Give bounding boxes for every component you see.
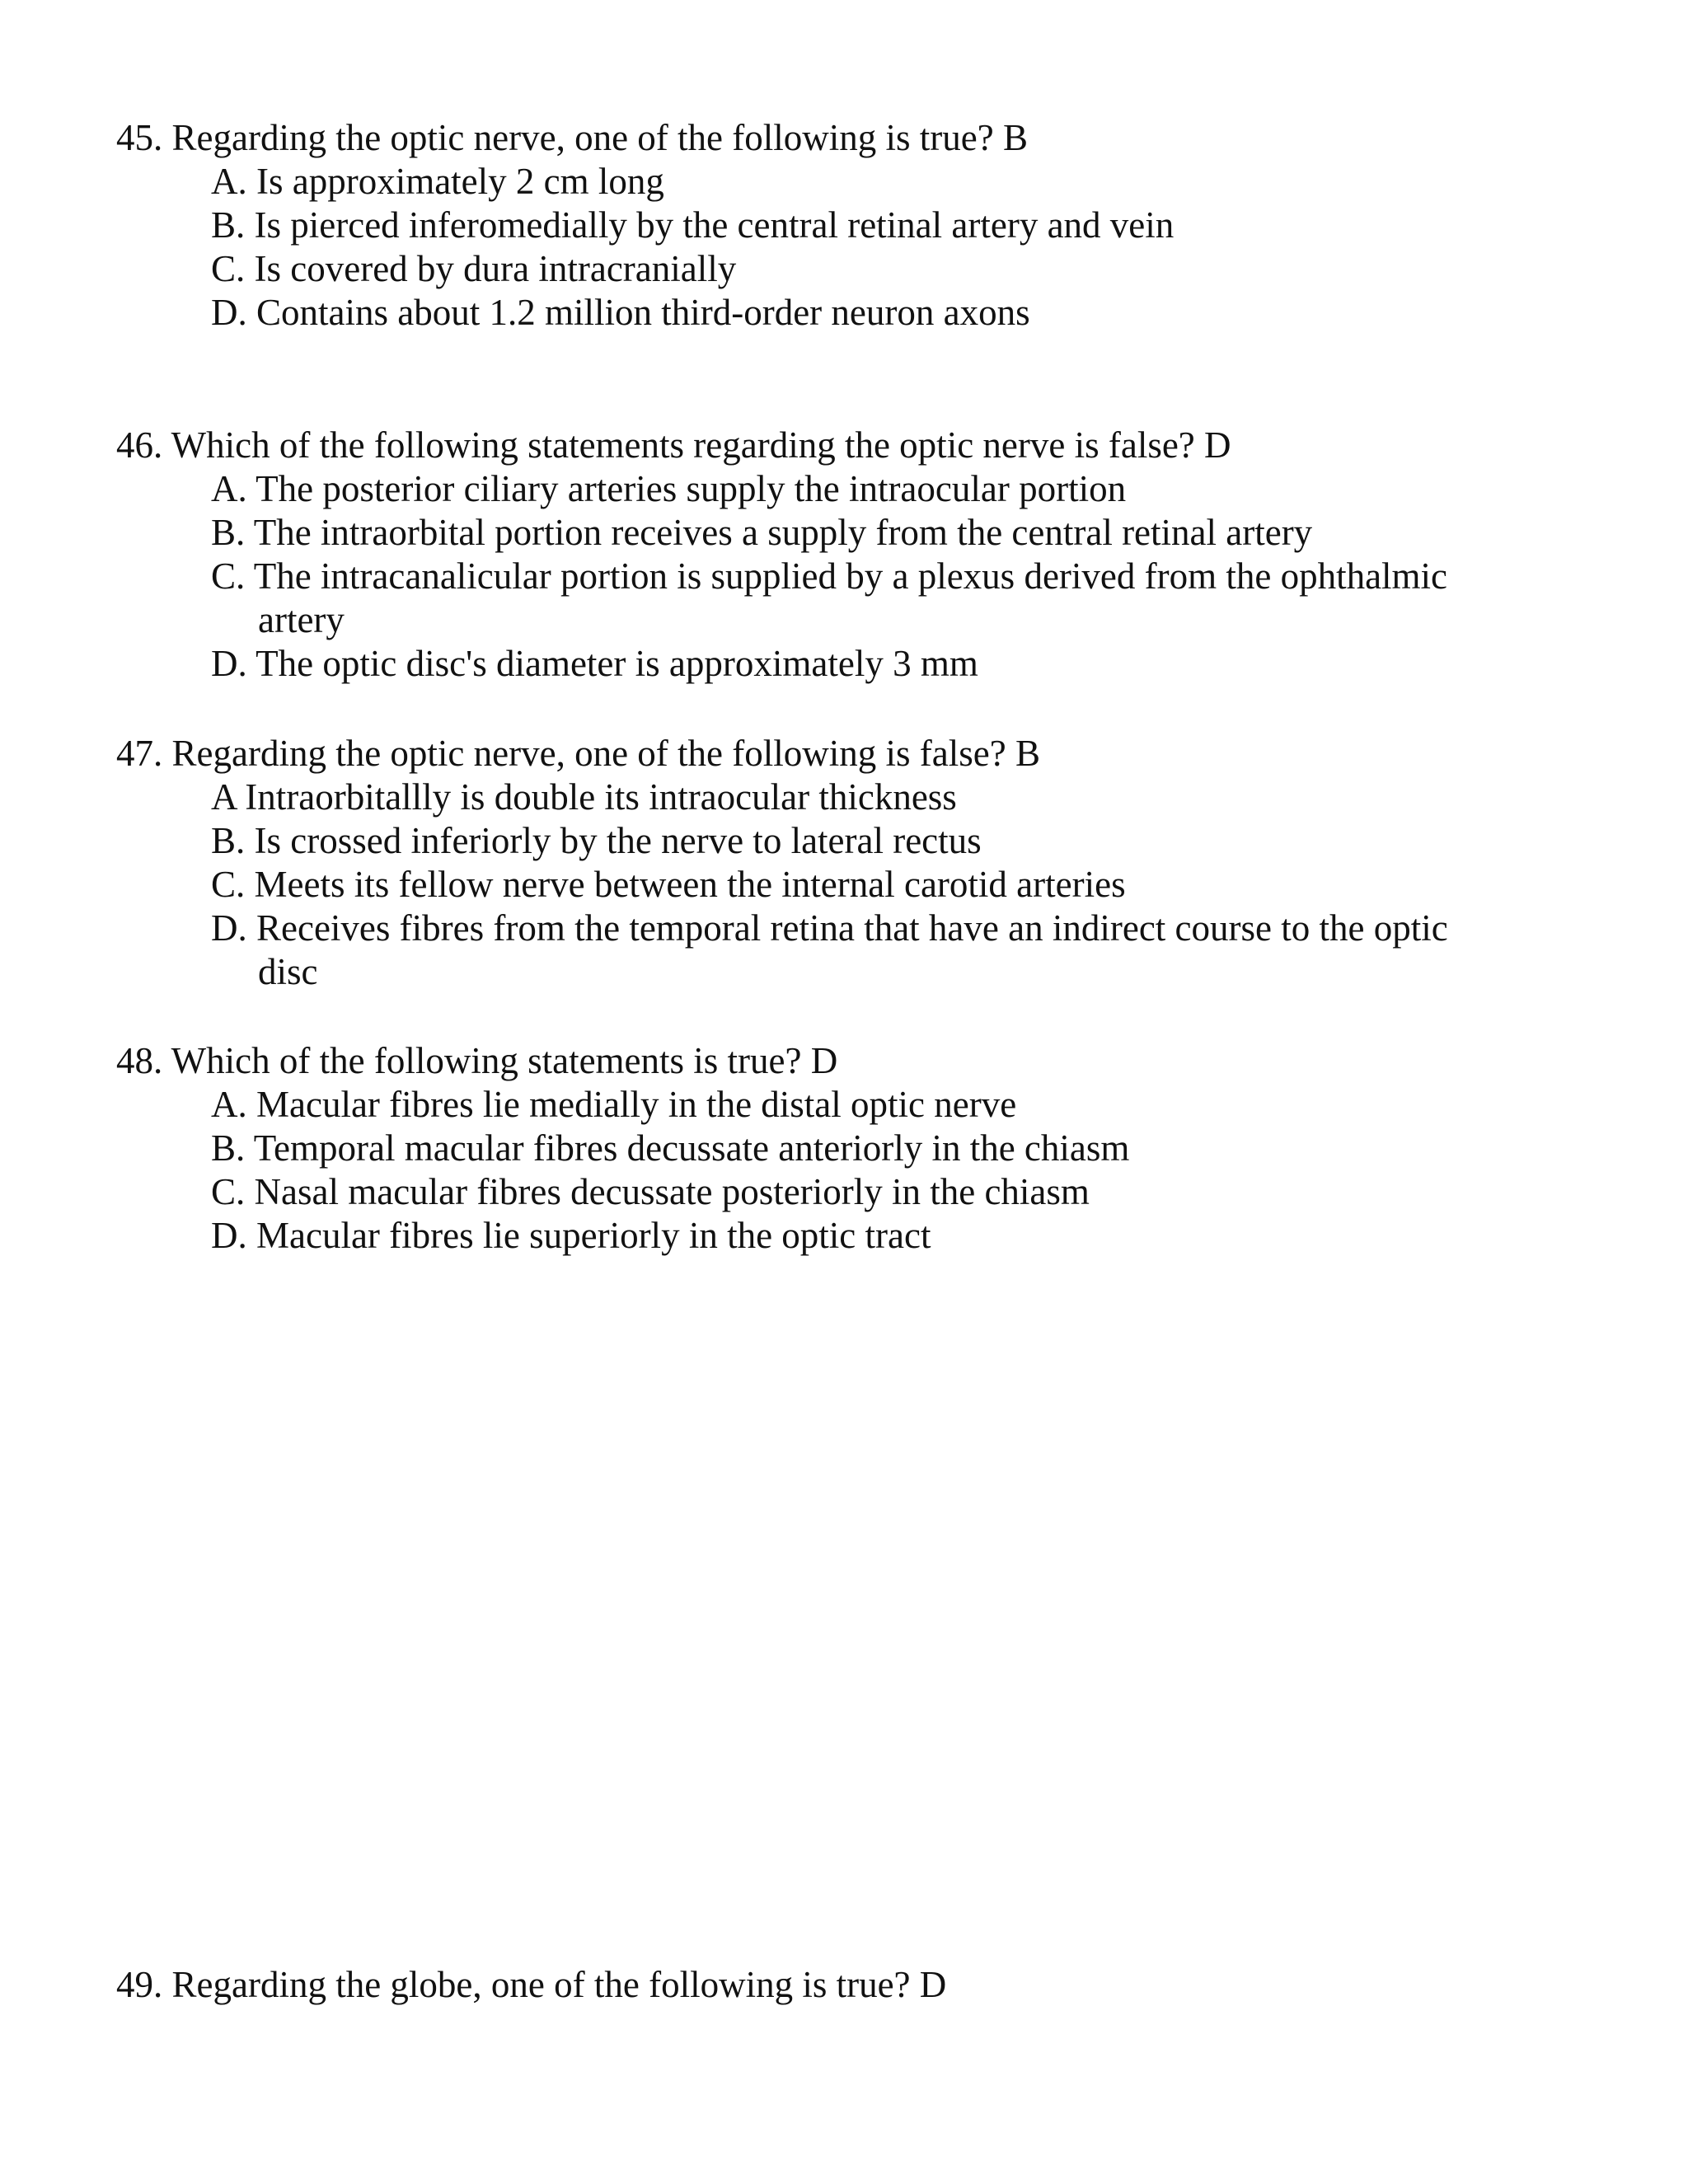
option-a: A. Is approximately 2 cm long [211,161,664,202]
question-stem: 48. Which of the following statements is true? D [116,1040,838,1081]
option-list [116,1083,1583,1258]
option-d-text: D. Receives fibres from the temporal retina that have an indirect course to the optic [211,907,1448,949]
option-d: D. The optic disc's diameter is approximately 3 mm [211,643,978,684]
option-a: A. The posterior ciliary arteries supply the intraocular portion [211,468,1127,509]
question-stem: 47. Regarding the optic nerve, one of the following is false? B [116,733,1040,774]
question-46 [116,424,1583,686]
option-c: C. Nasal macular fibres decussate posteriorly in the chiasm [211,1171,1090,1212]
option-c [116,555,1583,642]
option-list [116,467,1583,686]
question-stem: 46. Which of the following statements regarding the optic nerve is false? D [116,424,1231,466]
option-d: D. Macular fibres lie superiorly in the optic tract [211,1215,931,1256]
question-48 [116,1039,1583,1258]
option-d [116,907,1583,994]
option-list [116,776,1583,994]
question-stem: 45. Regarding the optic nerve, one of the following is true? B [116,117,1028,158]
option-b: B. Is pierced inferomedially by the central retinal artery and vein [211,204,1175,246]
question-49 [116,1963,1583,2007]
option-a: A. Macular fibres lie medially in the distal optic nerve [211,1084,1017,1125]
option-c: C. Meets its fellow nerve between the internal carotid arteries [211,864,1126,905]
option-c-continuation: artery [258,599,345,640]
option-a: A Intraorbitallly is double its intraocular thickness [211,776,957,818]
question-stem: 49. Regarding the globe, one of the following is true? D [116,1964,947,2005]
option-d-continuation: disc [258,951,318,992]
option-b: B. Temporal macular fibres decussate anteriorly in the chiasm [211,1127,1130,1169]
option-b: B. Is crossed inferiorly by the nerve to lateral rectus [211,820,982,861]
question-47 [116,732,1583,994]
question-45 [116,116,1583,335]
option-d: D. Contains about 1.2 million third-order neuron axons [211,292,1030,333]
option-c-text: C. The intracanalicular portion is supplied by a plexus derived from the ophthalmic [211,555,1448,597]
option-list [116,160,1583,335]
option-c: C. Is covered by dura intracranially [211,248,737,289]
option-b: B. The intraorbital portion receives a supply from the central retinal artery [211,512,1313,553]
